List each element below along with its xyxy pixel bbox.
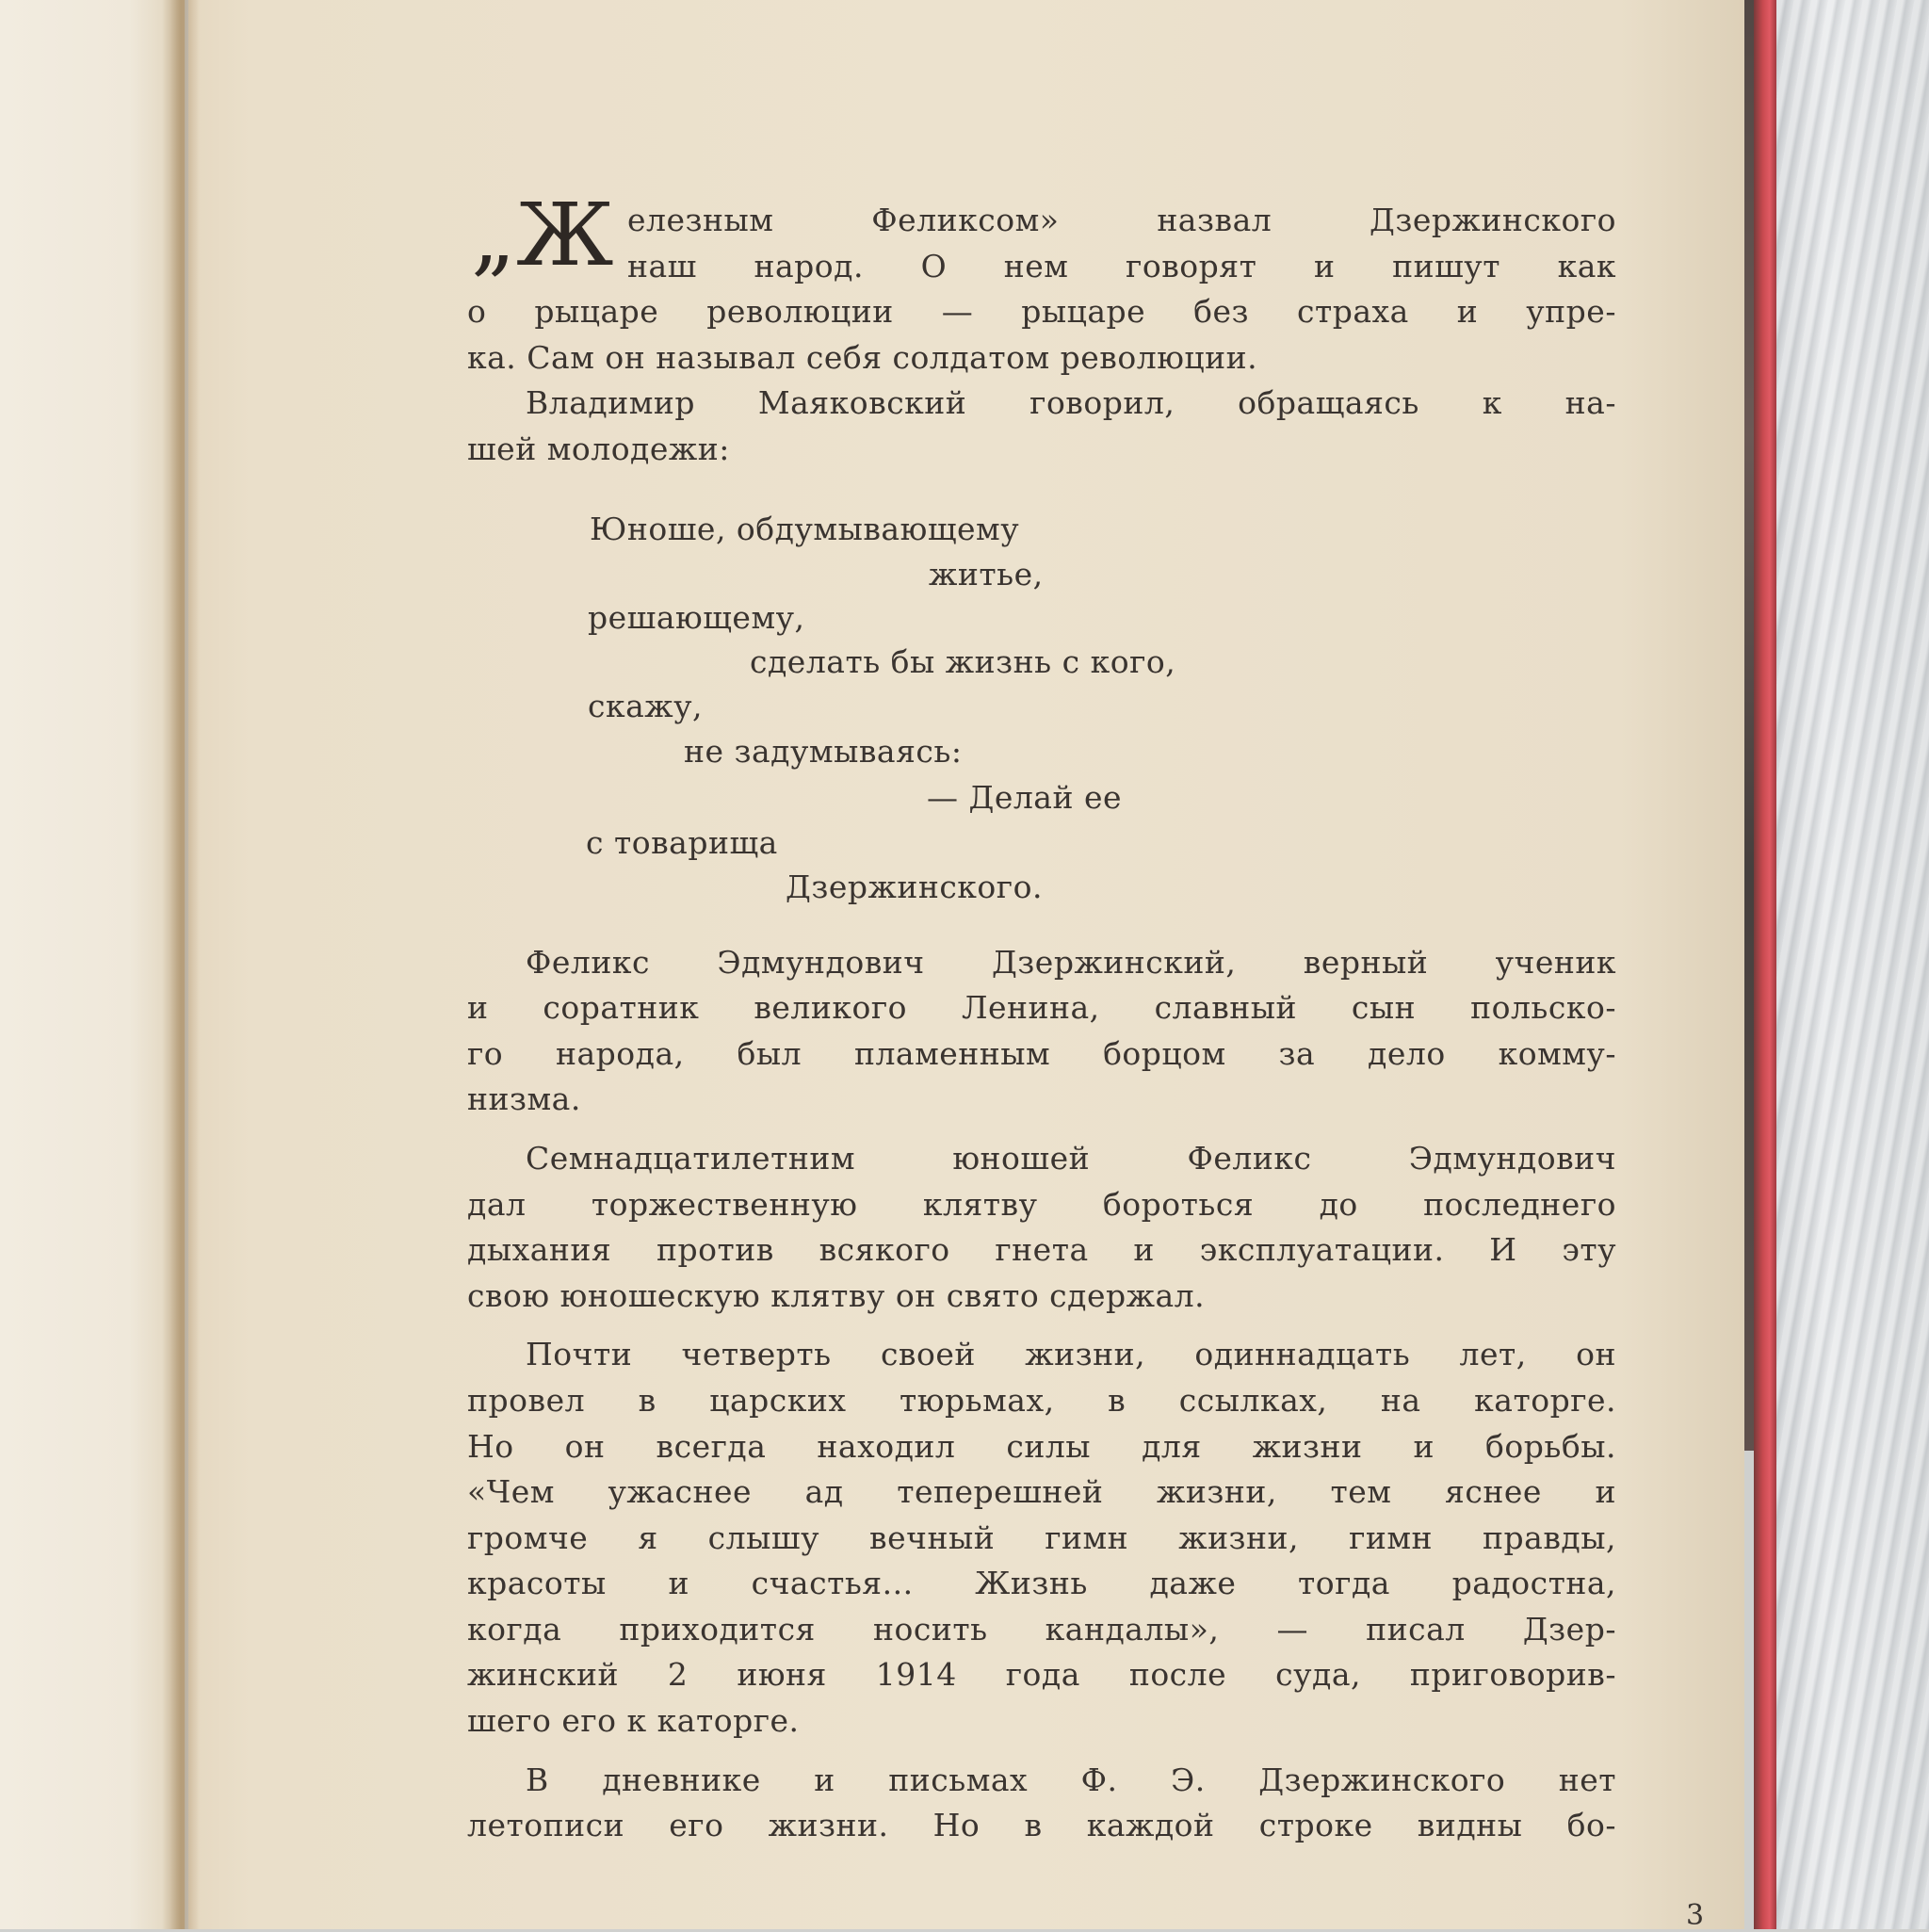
poem-line: — Делай ее: [927, 778, 1123, 816]
body-paragraph: [467, 1332, 1616, 1744]
text-line: В дневнике и письмах Ф. Э. Дзержинского нет: [526, 1761, 1616, 1798]
poem-quote: [467, 486, 1616, 905]
poem-line: решающему,: [588, 598, 805, 636]
book-page: [188, 0, 1744, 1932]
text-line: дыхания против всякого гнета и эксплуатации. И эту: [467, 1231, 1616, 1269]
body-paragraph: [467, 940, 1616, 1123]
text-line: Почти четверть своей жизни, одиннадцать лет, он: [526, 1336, 1616, 1373]
text-line: Но он всегда находил силы для жизни и борьбы.: [467, 1427, 1616, 1465]
text-line: елезным Феликсом» назвал Дзержинского: [627, 202, 1616, 238]
text-line: свою юношескую клятву он свято сдержал.: [467, 1276, 1206, 1314]
left-page: [0, 0, 185, 1929]
text-line: шей молодежи:: [467, 430, 730, 467]
text-line: ка. Сам он называл себя солдатом революции.: [467, 338, 1258, 376]
poem-line: с товарища: [586, 823, 778, 861]
text-line: о рыцаре революции — рыцаре без страха и упре-: [467, 293, 1616, 331]
page-text: [467, 185, 1616, 1849]
text-line: провел в царских тюрьмах, в ссылках, на каторге.: [467, 1381, 1616, 1419]
opening-paragraph: [467, 185, 1616, 381]
table-surface: [1759, 0, 1929, 1929]
text-line: Семнадцатилетним юношей Феликс Эдмундович: [526, 1139, 1616, 1177]
poem-line: скажу,: [588, 687, 704, 724]
poem-line: житье,: [929, 555, 1044, 593]
text-line: когда приходится носить кандалы», — писал Дзер-: [467, 1610, 1616, 1648]
text-line: низма.: [467, 1080, 581, 1118]
text-line: го народа, был пламенным борцом за дело комму-: [467, 1034, 1616, 1072]
poem-line: не задумываясь:: [684, 732, 963, 770]
text-line: «Чем ужаснее ад теперешней жизни, тем яснее и: [467, 1473, 1616, 1511]
text-line: Владимир Маяковский говорил, обращаясь к на-: [526, 384, 1616, 422]
body-paragraph: [467, 1136, 1616, 1319]
text-line: жинский 2 июня 1914 года после суда, приговорив-: [467, 1656, 1616, 1694]
intro-paragraph: [467, 381, 1616, 472]
drop-cap: „Ж: [471, 185, 615, 285]
text-line: и соратник великого Ленина, славный сын польско-: [467, 989, 1616, 1027]
text-line: наш народ. О нем говорят и пишут как: [627, 247, 1616, 284]
body-paragraph: [467, 1758, 1616, 1849]
text-line: летописи его жизни. Но в каждой строке видны бо-: [467, 1807, 1616, 1844]
text-line: громче я слышу вечный гимн жизни, гимн правды,: [467, 1518, 1616, 1556]
text-line: шего его к каторге.: [467, 1702, 800, 1740]
spine-shadow: [162, 0, 200, 1929]
text-line: красоты и счастья... Жизнь даже тогда радостна,: [467, 1565, 1616, 1602]
text-line: Феликс Эдмундович Дзержинский, верный ученик: [526, 943, 1616, 981]
poem-line: Дзержинского.: [786, 868, 1043, 905]
poem-line: сделать бы жизнь с кого,: [750, 642, 1176, 680]
poem-line: Юноше, обдумывающему: [590, 510, 1020, 547]
book-cover-red-edge: [1754, 0, 1776, 1929]
page-number: 3: [1686, 1899, 1705, 1932]
text-line: дал торжественную клятву бороться до последнего: [467, 1185, 1616, 1223]
